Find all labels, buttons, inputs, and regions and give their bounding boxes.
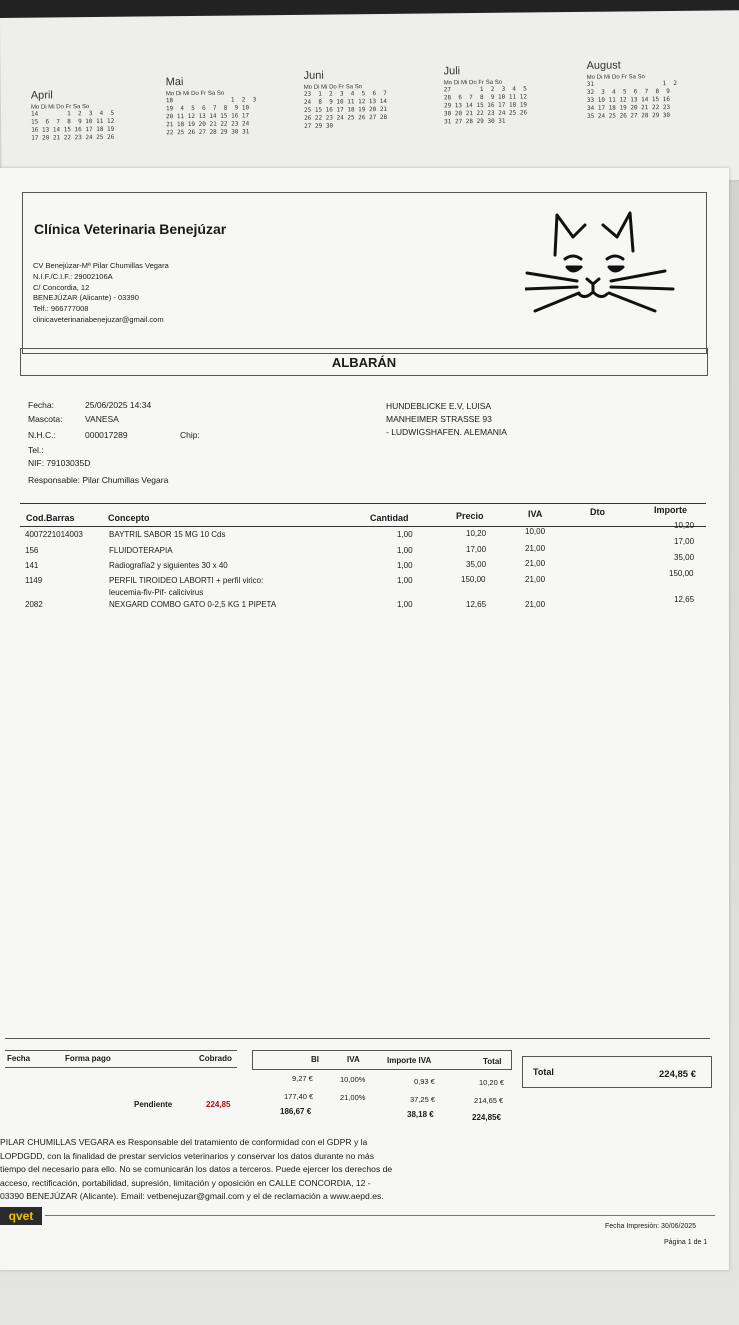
item-code: 1149 <box>25 576 43 585</box>
item-price: 17,00 <box>466 545 487 554</box>
tax-iva-label: IVA <box>347 1055 360 1064</box>
tax-sum-bi: 186,67 € <box>280 1107 312 1116</box>
fecha-value: 25/06/2025 14:34 <box>85 400 152 410</box>
item-price: 35,00 <box>466 560 487 569</box>
clinic-address: C/ Concordia, 12 <box>33 282 90 292</box>
payment-fecha-label: Fecha <box>7 1054 31 1063</box>
payment-forma-label: Forma pago <box>65 1054 111 1063</box>
clinic-line: CV Benejúzar-Mª Pilar Chumillas Vegara <box>33 261 169 270</box>
item-iva: 21,00 <box>525 600 546 609</box>
tax-row-bi: 9,27 € <box>292 1074 313 1083</box>
chip-label: Chip: <box>180 430 200 440</box>
item-code: 2082 <box>25 600 43 609</box>
divider <box>5 1038 710 1039</box>
col-barras: Cod.Barras <box>26 513 75 523</box>
wall-calendar <box>0 10 739 189</box>
grand-total-box <box>522 1056 712 1088</box>
item-qty: 1,00 <box>397 546 413 555</box>
tax-bi-label: BI <box>311 1055 319 1064</box>
payment-cobrado-label: Cobrado <box>199 1054 232 1063</box>
tax-row-importe-iva: 0,93 € <box>414 1077 435 1086</box>
item-concept: PERFIL TIROIDEO LABORTI + perfil virico: <box>109 576 264 585</box>
responsable-text: Responsable: Pilar Chumillas Vegara <box>28 475 169 485</box>
privacy-notice: PILAR CHUMILLAS VEGARA es Responsable del tratamiento de conformidad con el GDPR y la LOPDGDD, con la finalidad de prestar servicios veterinarios y conservar los datos durante no más tiempo del necesario para ello. No se comunicarán los datos a terceros. Puede ejercer los derechos de acceso, rectificación, portabilidad, supresión, limitación y oposición en CALLE CONCORDIA, 12 - 03390 BENEJÚZAR (Alicante). Email: vetbenejuzar@gmail.com y el de reclamación a www.aepd.es. <box>0 1137 393 1202</box>
document-title: ALBARÁN <box>331 355 397 370</box>
item-concept: Radiografía2 y siguientes 30 x 40 <box>109 561 228 570</box>
fecha-label: Fecha: <box>28 400 54 410</box>
item-concept: FLUIDOTERAPIA <box>109 546 173 555</box>
calendar-month-juli: Juli Mo Di Mi Do Fr Sa So 27 1 2 3 4 5 28 6 7 8 9 10 11 12 29 13 14 15 16 17 18 19 30 20 21 22 23 24 25 26 31 27 28 29 30 31 <box>443 65 528 126</box>
tax-row-iva: 10,00% <box>340 1075 366 1084</box>
qvet-logo: qvet <box>0 1207 42 1225</box>
item-code: 141 <box>25 561 39 570</box>
clinic-contact-block <box>33 261 169 326</box>
tax-sum-total: 224,85€ <box>472 1113 501 1122</box>
item-importe: 35,00 <box>674 553 695 562</box>
items-table-header <box>20 503 706 527</box>
item-iva: 21,00 <box>525 559 546 568</box>
clinic-city: BENEJÚZAR (Alicante) - 03390 <box>33 293 139 303</box>
item-importe: 17,00 <box>674 537 695 546</box>
mascota-value: VANESA <box>85 414 119 424</box>
tax-total-label: Total <box>483 1057 502 1066</box>
delivery-note-page <box>0 168 729 1270</box>
tax-row-importe-iva: 37,25 € <box>410 1095 436 1104</box>
item-importe: 150,00 <box>669 569 694 578</box>
item-price: 12,65 <box>466 600 487 609</box>
tax-row-total: 214,65 € <box>474 1096 504 1105</box>
table-row <box>0 595 729 614</box>
item-price: 150,00 <box>461 575 486 584</box>
client-city: - LUDWIGSHAFEN. ALEMANIA <box>386 427 507 437</box>
item-qty: 1,00 <box>397 576 413 585</box>
col-cantidad: Cantidad <box>370 513 409 523</box>
calendar-month-april: April Mo Di Mi Do Fr Sa So 14 1 2 3 4 5 15 6 7 8 9 10 11 12 16 13 14 15 16 17 18 19 17 20 21 22 23 24 25 26 <box>30 89 115 142</box>
pendiente-value: 224,85 <box>206 1100 231 1109</box>
item-code: 4007221014003 <box>25 530 83 539</box>
clinic-header <box>22 192 707 354</box>
tax-row-iva: 21,00% <box>340 1093 366 1102</box>
col-dto: Dto <box>590 507 605 517</box>
nif-text: NIF: 79103035D <box>28 458 91 468</box>
nhc-value: 000017289 <box>85 430 128 440</box>
clinic-name: Clínica Veterinaria Benejúzar <box>34 221 227 237</box>
calendar-month-juni: Juni Mo Di Mi Do Fr Sa So 23 1 2 3 4 5 6 7 24 8 9 10 11 12 13 14 25 15 16 17 18 19 20 21 26 22 23 24 25 26 27 28 27 29 30 <box>303 69 388 130</box>
nhc-label: N.H.C.: <box>28 430 56 440</box>
item-concept: NEXGARD COMBO GATO 0-2,5 KG 1 PIPETA <box>109 600 277 609</box>
tax-summary-header <box>252 1050 512 1070</box>
client-name: HUNDEBLICKE E.V, LUISA <box>386 401 492 411</box>
item-price: 10,20 <box>466 529 487 538</box>
item-concept: BAYTRIL SABOR 15 MG 10 Cds <box>109 530 226 539</box>
tax-row-total: 10,20 € <box>479 1078 505 1087</box>
tax-importe-iva-label: Importe IVA <box>387 1056 432 1065</box>
item-qty: 1,00 <box>397 561 413 570</box>
calendar-month-august: August Mo Di Mi Do Fr Sa So 31 1 2 32 3 4 5 6 7 8 9 33 10 11 12 13 14 15 16 34 17 18 19 20 21 22 23 35 24 25 26 27 28 29 30 <box>586 59 678 120</box>
item-code: 156 <box>25 546 39 555</box>
table-row <box>0 553 729 575</box>
item-iva: 21,00 <box>525 544 546 553</box>
title-bar <box>20 348 708 376</box>
col-precio: Precio <box>456 511 484 521</box>
item-qty: 1,00 <box>397 530 413 539</box>
divider <box>45 1215 715 1216</box>
print-date: Fecha Impresión: 30/06/2025 <box>605 1223 697 1230</box>
table-row <box>0 537 729 560</box>
payment-header <box>5 1050 237 1068</box>
col-concepto: Concepto <box>108 513 150 523</box>
clinic-email: clinicaveterinariabenejuzar@gmail.com <box>33 314 164 324</box>
mascota-label: Mascota: <box>28 414 63 424</box>
clinic-phone: Telf.: 966777008 <box>33 304 89 314</box>
item-iva: 21,00 <box>525 575 546 584</box>
grand-total-label: Total <box>533 1067 554 1077</box>
clinic-nif: N.I.F./C.I.F.: 29002106A <box>33 271 113 281</box>
item-importe: 12,65 <box>674 595 695 604</box>
tel-label: Tel.: <box>28 445 44 455</box>
col-importe: Importe <box>654 505 688 515</box>
grand-total-value: 224,85 € <box>659 1069 696 1080</box>
tax-sum-importe-iva: 38,18 € <box>407 1110 434 1119</box>
pendiente-label: Pendiente <box>134 1100 173 1109</box>
tax-row-bi: 177,40 € <box>284 1092 314 1101</box>
table-row <box>0 521 729 544</box>
item-importe: 10,20 <box>674 521 695 530</box>
client-street: MANHEIMER STRASSE 93 <box>386 414 492 424</box>
page-number: Página 1 de 1 <box>664 1239 708 1246</box>
calendar-month-mai: Mai Mo Di Mi Do Fr Sa So 18 1 2 3 19 4 5 6 7 8 9 10 20 11 12 13 14 15 16 17 21 18 19 20 21 22 23 24 22 25 26 27 28 29 30 31 <box>165 76 257 137</box>
cat-face-icon <box>525 207 675 322</box>
item-concept-detail: leucemia-fiv-Pif- calicivirus <box>109 588 204 597</box>
item-qty: 1,00 <box>397 600 413 609</box>
col-iva: IVA <box>528 509 543 519</box>
item-iva: 10,00 <box>525 527 546 536</box>
